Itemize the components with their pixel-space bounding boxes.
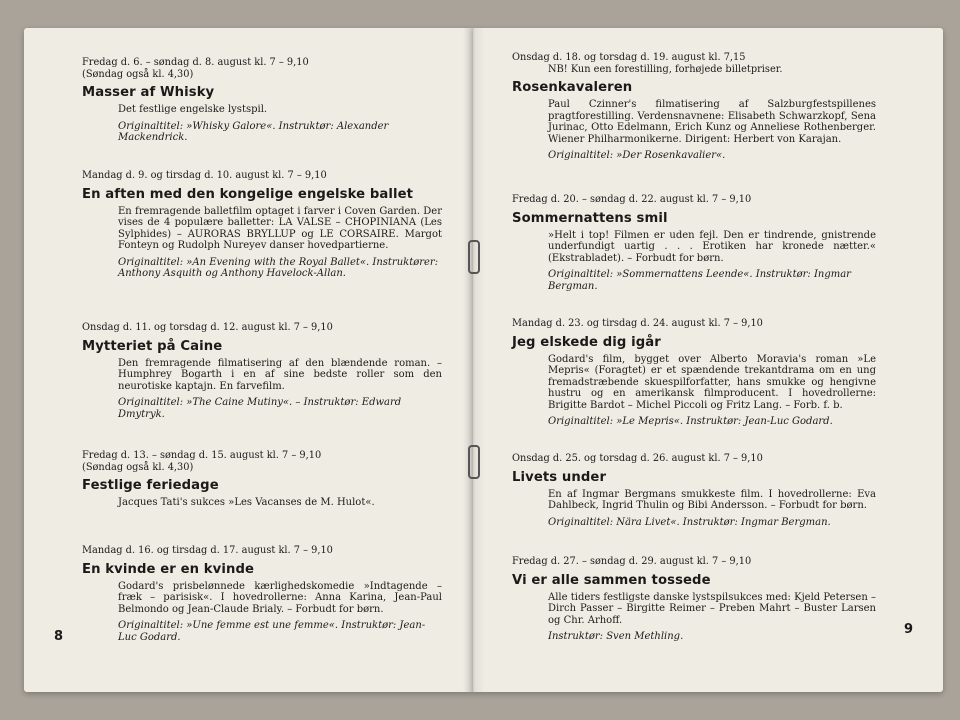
film-original-title: Originaltitel: »The Caine Mutiny«. – Instruktør: Edward Dmytryk. bbox=[118, 397, 402, 420]
screening-date: Mandag d. 9. og tirsdag d. 10. august kl. 7 – 9,10 bbox=[82, 170, 327, 181]
film-description: Godard's prisbelønnede kærlighedskomedie »Indtagende – fræk – parisisk«. I hovedrollerne: Anna Karina, Jean-Paul Belmondo og Jean-Claude Brialy. – Forbudt for børn. bbox=[118, 580, 442, 615]
film-original-title: Originaltitel: »An Evening with the Royal Ballet«. Instruktører: Anthony Asquith og Anthony Havelock-Allan. bbox=[118, 256, 439, 279]
screening-date: Fredag d. 20. – søndag d. 22. august kl. 7 – 9,10 bbox=[512, 194, 752, 205]
film-description: Godard's film, bygget over Alberto Moravia's roman »Le Mepris« (Foragtet) er et spændende trekantdrama om en ung fremadstræbende skuespilforfatter, hans smukke og hengivne hustru og en amerikansk filmproducent. I hovedrollerne: Brigitte Bardot – Michel Piccoli og Fritz Lang. – Forb. f. b. bbox=[548, 353, 876, 411]
film-original-title: Originaltitel: »Whisky Galore«. Instruktør: Alexander Mackendrick. bbox=[118, 120, 389, 143]
staple-top bbox=[468, 240, 480, 274]
film-title: Masser af Whisky bbox=[82, 85, 215, 100]
film-entry bbox=[512, 194, 876, 292]
film-entry bbox=[512, 556, 876, 643]
film-original-title: Originaltitel: »Le Mepris«. Instruktør: Jean-Luc Godard. bbox=[548, 416, 833, 427]
film-original-title: Originaltitel: »Une femme est une femme«. Instruktør: Jean-Luc Godard. bbox=[118, 620, 426, 643]
film-title: Vi er alle sammen tossede bbox=[512, 572, 711, 588]
film-title: Rosenkavaleren bbox=[512, 80, 633, 95]
screening-note: NB! Kun een forestilling, forhøjede billetpriser. bbox=[548, 63, 783, 75]
screening-date: Onsdag d. 18. og torsdag d. 19. august kl. 7,15 bbox=[512, 52, 746, 63]
screening-date: Onsdag d. 25. og torsdag d. 26. august kl. 7 – 9,10 bbox=[512, 453, 763, 464]
film-title: Sommernattens smil bbox=[512, 210, 668, 226]
screening-date: Fredag d. 6. – søndag d. 8. august kl. 7 – 9,10 bbox=[82, 57, 309, 68]
film-description: Det festlige engelske lystspil. bbox=[118, 104, 268, 115]
page-number: 8 bbox=[54, 629, 64, 644]
screening-date: Fredag d. 13. – søndag d. 15. august kl. 7 – 9,10 bbox=[82, 450, 322, 461]
film-original-title: Originaltitel: »Der Rosenkavalier«. bbox=[548, 150, 726, 161]
film-description: En af Ingmar Bergmans smukkeste film. I hovedrollerne: Eva Dahlbeck, Ingrid Thulin og Bibi Andersson. – Forbudt for børn. bbox=[548, 488, 876, 511]
film-entry bbox=[82, 450, 442, 509]
film-entry bbox=[512, 453, 876, 528]
film-description: Paul Czinner's filmatisering af Salzburgfestspillenes pragtforestilling. Verdensnavnene: Elisabeth Schwarzkopf, Sena Jurinac, Otto Edelmann, Erich Kunz og Anneliese Rothenberger. Wiener Philharmonikerne. Dirigent: Herbert von Karajan. bbox=[548, 99, 876, 145]
screening-date: Fredag d. 27. – søndag d. 29. august kl. 7 – 9,10 bbox=[512, 556, 752, 567]
film-entry bbox=[512, 318, 876, 428]
film-description: Den fremragende filmatisering af den blændende roman. – Humphrey Bogarth i en af sine bedste roller som den neurotiske kaptajn. En farvefilm. bbox=[118, 357, 442, 392]
screening-date: Onsdag d. 11. og torsdag d. 12. august kl. 7 – 9,10 bbox=[82, 322, 333, 333]
film-title: Livets under bbox=[512, 469, 607, 485]
staple-bottom bbox=[468, 445, 480, 479]
screening-note: (Søndag også kl. 4,30) bbox=[82, 461, 194, 473]
film-description: En fremragende balletfilm optaget i farver i Coven Garden. Der vises de 4 populære balletter: LA VALSE – CHOPINIANA (Les Sylphides) – AURORAS BRYLLUP og LE CORSAIRE. Margot Fonteyn og Rudolph Nureyev danser hovedpartierne. bbox=[118, 205, 442, 251]
screening-date: Mandag d. 16. og tirsdag d. 17. august kl. 7 – 9,10 bbox=[82, 545, 333, 556]
film-entry bbox=[82, 170, 442, 280]
film-title: En kvinde er en kvinde bbox=[82, 561, 255, 577]
film-original-title: Originaltitel: Nära Livet«. Instruktør: Ingmar Bergman. bbox=[548, 516, 831, 528]
film-description: »Helt i top! Filmen er uden fejl. Den er tindrende, gnistrende underfundigt uartig . . . Erotiken har kronede nætter.« (Ekstrabladet). – Forbudt for børn. bbox=[548, 229, 876, 264]
film-entry bbox=[82, 57, 442, 144]
film-title: Festlige feriedage bbox=[82, 478, 219, 493]
film-title: Jeg elskede dig igår bbox=[512, 334, 661, 350]
screening-note: (Søndag også kl. 4,30) bbox=[82, 68, 194, 80]
film-original-title: Originaltitel: »Sommernattens Leende«. Instruktør: Ingmar Bergman. bbox=[548, 269, 851, 292]
film-title: Mytteriet på Caine bbox=[82, 338, 223, 354]
film-original-title: Instruktør: Sven Methling. bbox=[548, 631, 684, 642]
film-entry bbox=[82, 545, 442, 643]
film-description: Jacques Tati's sukces »Les Vacanses de M. Hulot«. bbox=[118, 497, 375, 508]
film-title: En aften med den kongelige engelske ballet bbox=[82, 186, 414, 202]
film-entry bbox=[82, 322, 442, 420]
film-description: Alle tiders festligste danske lystspilsukces med: Kjeld Petersen – Dirch Passer – Birgitte Reimer – Preben Mahrt – Buster Larsen og Chr. Arhoff. bbox=[548, 591, 876, 626]
film-entry bbox=[512, 52, 876, 162]
screening-date: Mandag d. 23. og tirsdag d. 24. august kl. 7 – 9,10 bbox=[512, 318, 763, 329]
page-number: 9 bbox=[904, 622, 914, 637]
